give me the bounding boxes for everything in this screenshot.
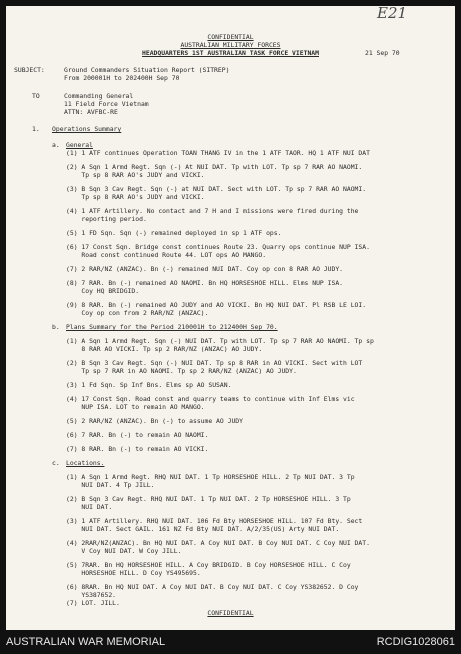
plans-line: (4) 17 Const Sqn. Road const and quarry teams to continue with Inf Elms vic xyxy=(66,395,355,403)
general-line: reporting period. xyxy=(66,215,147,223)
subject-label: SUBJECT: xyxy=(14,66,45,74)
plans-line: (6) 7 RAR. Bn (-) to remain AO NAOMI. xyxy=(66,431,209,439)
to-label: TO xyxy=(32,92,40,100)
plans-line: (2) B Sqn 3 Cav Regt. Sqn (-) NUI DAT. Tp sp 8 RAR in AO VICKI. Sect with LOT xyxy=(66,359,363,367)
section-title: Operations Summary xyxy=(52,125,122,133)
subsection-b-letter: b. xyxy=(52,323,60,331)
general-line: (9) 8 RAR. Bn (-) remained AO JUDY and AO VICKI. Bn HQ NUI DAT. Pl RSB LE LOI. xyxy=(66,301,367,309)
handwritten-page-number: E21 xyxy=(377,6,408,22)
locations-line: HORSESHOE HILL. D Coy YS495695. xyxy=(66,569,201,577)
general-line: Coy HQ BRIDGID. xyxy=(66,287,140,295)
to-line-3: ATTN: AVFBC-RE xyxy=(64,108,118,116)
locations-line: NUI DAT. 4 Tp JILL. xyxy=(66,481,155,489)
locations-line: (1) A Sqn 1 Armd Regt. RHQ NUI DAT. 1 Tp HORSESHOE HILL. 2 Tp NUI DAT. 3 Tp xyxy=(66,473,355,481)
locations-line: (5) 7RAR. Bn HQ HORSESHOE HILL. A Coy BRIDGID. B Coy HORSESHOE HILL. C Coy xyxy=(66,561,351,569)
header-line-1: AUSTRALIAN MILITARY FORCES xyxy=(180,41,281,49)
locations-line: (7) LOT. JILL. xyxy=(66,599,120,607)
header-line-2: HEADQUARTERS 1ST AUSTRALIAN TASK FORCE VIETNAM xyxy=(142,49,319,57)
general-line: (5) 1 FD Sqn. Sqn (-) remained deployed in sp 1 ATF ops. xyxy=(66,229,282,237)
classification-top: CONFIDENTIAL xyxy=(207,33,254,41)
plans-line: (5) 2 RAR/NZ (ANZAC). Bn (-) to assume AO JUDY xyxy=(66,417,243,425)
plans-line: (3) 1 Fd Sqn. Sp Inf Bns. Elms sp AO SUSAN. xyxy=(66,381,232,389)
general-line: Road const continued Route 44. LOT ops AO MANGO. xyxy=(66,251,267,259)
subject-line-1: Ground Commanders Situation Report (SITREP) xyxy=(64,66,230,74)
general-line: (8) 7 RAR. Bn (-) remained AO NAOMI. Bn HQ HORSESHOE HILL. Elms NUP ISA. xyxy=(66,279,344,287)
general-line: (7) 2 RAR/NZ (ANZAC). Bn (-) remained NUI DAT. Coy op con 8 RAR AO JUDY. xyxy=(66,265,344,273)
classification-bottom: CONFIDENTIAL xyxy=(207,609,254,617)
general-line: (3) B Sqn 3 Cav Regt. Sqn (-) at NUI DAT. Sect with LOT. Tp sp 7 RAR AO NAOMI. xyxy=(66,185,367,193)
plans-line: Tp sp 7 RAR in AO NAOMI. Tp sp 2 RAR/NZ (ANZAC) AO JUDY. xyxy=(66,367,297,375)
plans-line: 8 RAR AO VICKI. Tp sp 2 RAR/NZ (ANZAC) AO JUDY. xyxy=(66,345,263,353)
plans-line: (1) A Sqn 1 Armd Regt. Sqn (-) NUI DAT. Tp with LOT. Tp sp 7 RAR AO NAOMI. Tp sp xyxy=(66,337,374,345)
general-line: Tp sp 8 RAR AO's JUDY and VICKI. xyxy=(66,193,205,201)
subsection-c-title: Locations. xyxy=(66,459,105,467)
subject-line-2: From 200001H to 202400H Sep 70 xyxy=(64,74,180,82)
locations-line: YS387652. xyxy=(66,591,117,599)
archive-name: AUSTRALIAN WAR MEMORIAL xyxy=(6,636,166,648)
general-line: Coy op con from 2 RAR/NZ (ANZAC). xyxy=(66,309,209,317)
section-number: 1. xyxy=(32,125,40,133)
plans-line: (7) 8 RAR. Bn (-) to remain AO VICKI. xyxy=(66,445,209,453)
locations-line: (2) B Sqn 3 Cav Regt. RHQ NUI DAT. 1 Tp NUI DAT. 2 Tp HORSESHOE HILL. 3 Tp xyxy=(66,495,351,503)
archive-footer xyxy=(0,630,461,654)
subsection-c-letter: c. xyxy=(52,459,60,467)
to-line-1: Commanding General xyxy=(64,92,134,100)
general-line: (4) 1 ATF Artillery. No contact and 7 H and I missions were fired during the xyxy=(66,207,359,215)
document-page xyxy=(6,6,455,630)
archive-record-id: RCDIG1028061 xyxy=(376,636,455,648)
subsection-a-title: General xyxy=(66,141,93,149)
locations-line: NUI DAT. xyxy=(66,503,113,511)
subsection-a-letter: a. xyxy=(52,141,60,149)
document-date: 21 Sep 70 xyxy=(365,49,400,57)
locations-line: (4) 2RAR/NZ(ANZAC). Bn HQ NUI DAT. A Coy NUI DAT. B Coy NUI DAT. C Coy NUI DAT. xyxy=(66,539,370,547)
locations-line: (6) 8RAR. Bn HQ NUI DAT. A Coy NUI DAT. B Coy NUI DAT. C Coy YS382652. D Coy xyxy=(66,583,359,591)
to-line-2: 11 Field Force Vietnam xyxy=(64,100,149,108)
plans-line: NUP ISA. LOT to remain AO MANGO. xyxy=(66,403,205,411)
locations-line: (3) 1 ATF Artillery. RHQ NUI DAT. 106 Fd Bty HORSESHOE HILL. 107 Fd Bty. Sect xyxy=(66,517,363,525)
subsection-b-title: Plans Summary for the Period 210001H to 212400H Sep 70. xyxy=(66,323,278,331)
locations-line: NUI DAT. Sect GAIL. 161 NZ Fd Bty NUI DAT. A/2/35(US) Arty NUI DAT. xyxy=(66,525,340,533)
general-line: (6) 17 Const Sqn. Bridge const continues Route 23. Quarry ops continue NUP ISA. xyxy=(66,243,370,251)
locations-line: V Coy NUI DAT. W Coy JILL. xyxy=(66,547,182,555)
general-line: (1) 1 ATF continues Operation TOAN THANG IV in the 1 ATF TAOR. HQ 1 ATF NUI DAT xyxy=(66,149,370,157)
general-line: Tp sp 8 RAR AO's JUDY and VICKI. xyxy=(66,171,205,179)
general-line: (2) A Sqn 1 Armd Regt. Sqn (-) At NUI DAT. Tp with LOT. Tp sp 7 RAR AO NAOMI. xyxy=(66,163,363,171)
